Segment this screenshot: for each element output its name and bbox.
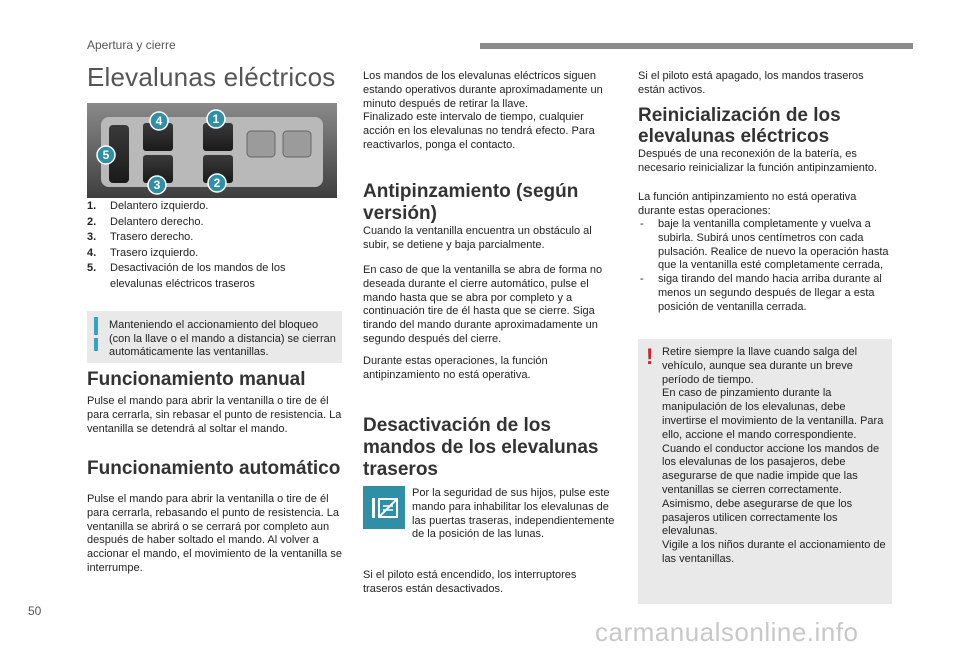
legend-item: 1. Delantero izquierdo. (87, 200, 209, 212)
info-note-box (87, 311, 342, 363)
info-note-text: Manteniendo el accionamiento del bloqueo (con la llave o el mando a distancia) se cierran automáticamente las ventanillas. (109, 319, 336, 358)
antipinch-p3: Durante estas operaciones, la función antipinzamiento no está operativa. (363, 355, 548, 381)
heading-reset: Reinicialización de los elevalunas eléctricos (638, 105, 841, 147)
callout-2: 2 (213, 176, 221, 190)
warning-text: Retire siempre la llave cuando salga del vehículo, aunque sea durante un breve período de tiempo. En caso de pinzamiento durante la manipulación de los elevalunas, debe invertirse el movimiento de la ventanilla. Para ello, accione el mando correspondiente. Cuando el conductor accione los mandos de los elevalunas de los pasajeros, debe asegurarse de que nadie impide que las ventanillas se cierren correctamente. Asimismo, debe asegurarse de que los pasajeros utilicen correctamente los elevalunas. Vigile a los niños durante el accionamiento de las ventanillas. (662, 346, 886, 565)
page-title: Elevalunas eléctricos (87, 62, 336, 92)
window-switch-panel-photo (87, 103, 337, 198)
deactivation-p2: Si el piloto está encendido, los interruptores traseros están desactivados. (363, 569, 577, 595)
info-icon (94, 317, 98, 335)
warning-box (638, 339, 892, 604)
heading-automatic: Funcionamiento automático (87, 458, 341, 479)
heading-antipinch: Antipinzamiento (según versión) (363, 181, 579, 224)
callout-1: 1 (212, 112, 220, 126)
manual-text: Pulse el mando para abrir la ventanilla o tire de él para cerrarla, sin rebasar el punto de resistencia. La ventanilla se detendrá al soltar el mando. (87, 395, 342, 435)
reset-p2: La función antipinzamiento no está operativa durante estas operaciones: (638, 191, 857, 217)
callout-4: 4 (155, 114, 163, 128)
page-number: 50 (28, 604, 42, 618)
heading-manual: Funcionamiento manual (87, 369, 306, 390)
legend-item: 5. Desactivación de los mandos de los elevalunas eléctricos traseros (87, 262, 286, 290)
reset-p1: Después de una reconexión de la batería, es necesario reinicializar la función antipinzamiento. (638, 148, 878, 174)
child-lock-icon (363, 486, 405, 529)
automatic-text: Pulse el mando para abrir la ventanilla o tire de él para cerrarla, rebasando el punto de resistencia. La ventanilla se abrirá o se cerrará por completo aun después de haber soltado el mando. Al volver a accionar el mando, el movimiento de la ventanilla se interrumpe. (87, 493, 342, 574)
header-bar (480, 43, 913, 49)
col3-intro: Si el piloto está apagado, los mandos traseros están activos. (638, 70, 864, 96)
legend-item: 4. Trasero izquierdo. (87, 246, 199, 259)
callout-3: 3 (153, 178, 161, 192)
legend-list (87, 199, 337, 292)
col2-intro: Los mandos de los elevalunas eléctricos siguen estando operativos durante aproximadamente un minuto después de retirar la llave. Finalizado este intervalo de tiempo, cualquier acción en los elevalunas no tendrá efecto. Para reactivarlos, ponga el contacto. (363, 70, 603, 151)
section-label: Apertura y cierre (87, 38, 176, 52)
warning-icon: ! (646, 344, 654, 369)
antipinch-p1: Cuando la ventanilla encuentra un obstáculo al subir, se detiene y baja parcialmente. (363, 225, 592, 251)
info-icon-stem (94, 338, 98, 351)
heading-deactivation: Desactivación de los mandos de los elevalunas traseros (363, 415, 599, 480)
reset-steps (638, 218, 893, 315)
callout-5: 5 (102, 148, 110, 162)
antipinch-p2: En caso de que la ventanilla se abra de forma no deseada durante el cierre automático, pulse el mando hasta que se abra por completo y a continuación tire de él hasta que se cierre. Siga tirando del mando durante aproximadamente un segundo después del cierre. (363, 264, 603, 345)
legend-item: 2. Delantero derecho. (87, 215, 204, 228)
deactivation-p1: Por la seguridad de sus hijos, pulse este mando para inhabilitar los elevalunas de las puertas traseras, independientemente de la posición de las lunas. (412, 487, 615, 541)
list-item: - siga tirando del mando hacia arriba durante al menos un segundo después de llegar a esta posición de ventanilla cerrada. (638, 273, 893, 314)
watermark: carmanualsonline.info (595, 617, 859, 647)
switch-panel-illustration (87, 103, 337, 198)
list-item: - baje la ventanilla completamente y vuelva a subirla. Subirá unos centímetros con cada pulsación. Realice de nuevo la operación hasta que la ventanilla esté completamente cerrada, (638, 218, 893, 273)
legend-item: 3. Trasero derecho. (87, 231, 194, 243)
